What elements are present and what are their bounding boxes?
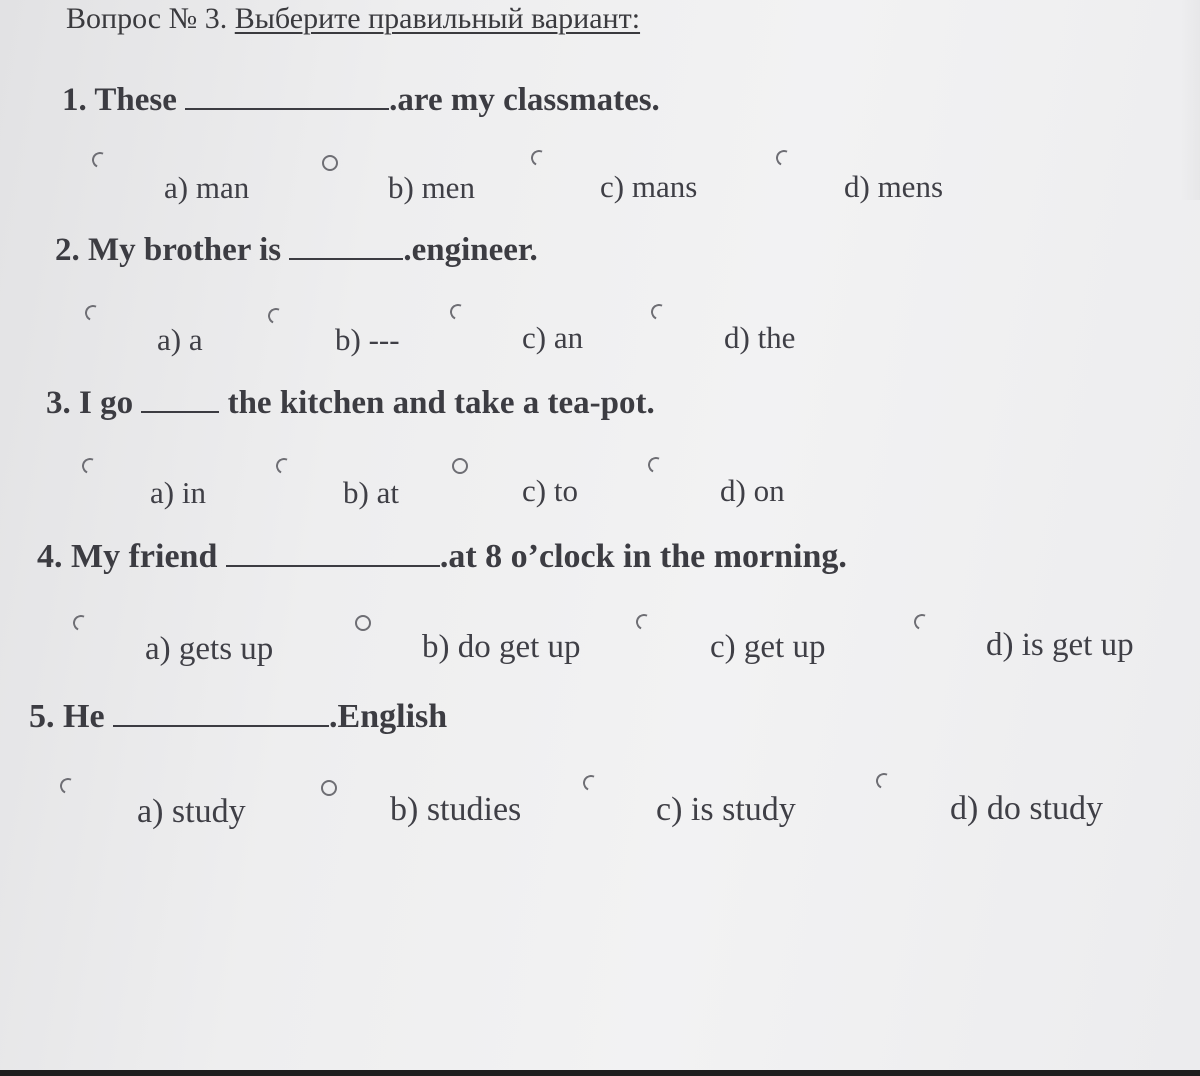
question-3-option-d[interactable]: d) on — [720, 473, 785, 508]
question-1-option-a[interactable]: a) man — [164, 170, 250, 205]
question-4-option-b[interactable]: b) do get up — [422, 629, 581, 665]
question-3-start: 3. I go — [46, 385, 134, 421]
question-2-option-d[interactable]: d) the — [724, 320, 796, 355]
question-1-option-b[interactable]: b) men — [388, 170, 475, 205]
question-2-text — [55, 232, 538, 269]
question-instruction: Выберите правильный вариант: — [234, 2, 641, 35]
question-4-option-a[interactable]: a) gets up — [145, 631, 274, 667]
question-1-start: 1. These — [62, 82, 177, 118]
question-2-option-a[interactable]: a) a — [157, 322, 203, 357]
question-3-option-a[interactable]: a) in — [150, 475, 206, 510]
question-5-option-d[interactable]: d) do study — [950, 790, 1103, 827]
question-3-option-c[interactable]: c) to — [522, 473, 578, 508]
question-4-end: .at 8 o’clock in the morning. — [439, 538, 847, 575]
question-4-option-b-radio[interactable] — [355, 615, 371, 631]
question-4-option-d-radio[interactable] — [912, 612, 933, 633]
question-1-option-a-radio[interactable] — [90, 150, 111, 171]
question-4-start: 4. My friend — [37, 538, 218, 575]
question-number: Вопрос № 3. — [66, 2, 228, 35]
question-3-text — [46, 385, 655, 422]
question-2-option-c[interactable]: c) an — [522, 320, 584, 355]
question-5-option-b-radio[interactable] — [321, 780, 337, 796]
question-1-option-b-radio[interactable] — [322, 155, 338, 171]
question-5-blank — [113, 721, 329, 727]
question-5-option-c-radio[interactable] — [581, 773, 602, 794]
question-5-option-a[interactable]: a) study — [137, 793, 246, 830]
question-5-option-d-radio[interactable] — [874, 771, 895, 792]
question-2-option-c-radio[interactable] — [448, 302, 469, 323]
question-2-option-a-radio[interactable] — [83, 303, 104, 324]
question-4-option-c[interactable]: c) get up — [710, 629, 826, 665]
question-1-option-c-radio[interactable] — [529, 148, 550, 169]
question-4-option-a-radio[interactable] — [71, 613, 92, 634]
question-1-option-d[interactable]: d) mens — [844, 169, 944, 204]
question-3-option-b[interactable]: b) at — [343, 475, 399, 510]
question-5-text — [29, 698, 447, 736]
question-header — [66, 2, 640, 36]
question-2-option-b-radio[interactable] — [266, 306, 287, 327]
question-1-blank — [185, 104, 389, 110]
question-3-option-d-radio[interactable] — [646, 455, 667, 476]
question-4-text — [37, 538, 847, 576]
question-3-option-a-radio[interactable] — [80, 456, 101, 477]
question-3-option-c-radio[interactable] — [452, 458, 468, 474]
question-4-blank — [226, 561, 440, 567]
question-3-end: the kitchen and take a tea-pot. — [227, 385, 655, 421]
question-4-option-c-radio[interactable] — [634, 612, 655, 633]
question-1-text — [62, 82, 660, 119]
question-1-option-d-radio[interactable] — [774, 148, 795, 169]
question-5-option-c[interactable]: c) is study — [656, 791, 796, 828]
question-2-option-b[interactable]: b) --- — [335, 322, 400, 357]
question-5-start: 5. He — [29, 698, 105, 735]
question-3-option-b-radio[interactable] — [274, 456, 295, 477]
question-1-end: .are my classmates. — [389, 82, 660, 118]
question-5-end: .English — [329, 698, 448, 735]
question-5-option-b[interactable]: b) studies — [390, 791, 522, 828]
question-2-blank — [289, 254, 403, 260]
question-2-option-d-radio[interactable] — [649, 302, 670, 323]
question-5-option-a-radio[interactable] — [58, 776, 79, 797]
question-3-blank — [141, 407, 219, 413]
question-2-start: 2. My brother is — [55, 232, 282, 268]
question-2-end: .engineer. — [403, 232, 538, 268]
question-1-option-c[interactable]: c) mans — [600, 169, 698, 204]
question-4-option-d[interactable]: d) is get up — [986, 627, 1134, 663]
